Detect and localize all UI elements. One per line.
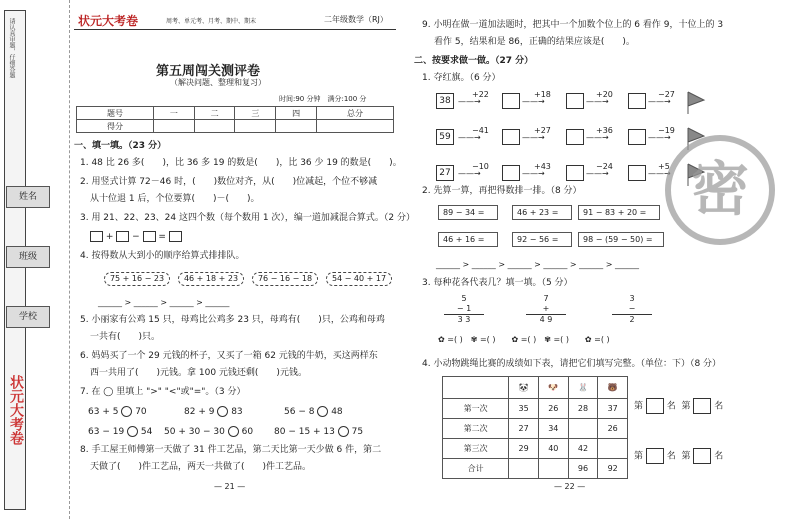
chain-op: +43: [534, 162, 551, 171]
th: 三: [235, 107, 276, 120]
flower-eq: 7 + 4 9: [526, 294, 566, 325]
chain-op: +27: [534, 126, 551, 135]
calc-box[interactable]: 46 + 16 =: [438, 232, 498, 247]
row-label: 合计: [443, 459, 509, 479]
chain-op: −41: [472, 126, 489, 135]
compare-circle[interactable]: [317, 406, 328, 417]
cmp-left: 80 − 15 + 13: [274, 427, 335, 437]
animal-icon: 🐰: [568, 377, 598, 399]
chain-start: 27: [436, 165, 454, 181]
compare-circle[interactable]: [217, 406, 228, 417]
score-cell[interactable]: [276, 120, 317, 133]
compare-circle[interactable]: [228, 426, 239, 437]
chain-blank[interactable]: [566, 93, 584, 109]
calc-box[interactable]: 98 − (59 − 50) =: [578, 232, 664, 247]
q6-line2: 西一共用了( )元钱。拿 100 元钱还剩( )元钱。: [90, 368, 307, 378]
compare-circle[interactable]: [127, 426, 138, 437]
cmp-left: 50 + 30 − 30: [164, 427, 225, 437]
score-cell[interactable]: [194, 120, 235, 133]
chain-blank[interactable]: [502, 165, 520, 181]
score-cell[interactable]: [235, 120, 276, 133]
row-label: 第二次: [443, 419, 509, 439]
chain-op: −27: [658, 90, 675, 99]
section-1-title: 一、填一填。（23 分）: [74, 141, 167, 151]
chain-blank[interactable]: [502, 93, 520, 109]
secret-seal-stamp: 密: [665, 135, 775, 245]
q7: 7. 在 ◯ 里填上 ">" "<"或"="。（3 分）: [80, 387, 246, 397]
th: 总分: [316, 107, 393, 120]
name-field[interactable]: 姓名: [6, 186, 50, 208]
chain-blank[interactable]: [502, 129, 520, 145]
chain-blank[interactable]: [566, 165, 584, 181]
q2-line2: 从十位退 1 后，个位要算( )－( )。: [90, 194, 260, 204]
chain-op: −10: [472, 162, 489, 171]
cmp-right: 60: [241, 427, 254, 437]
class-field[interactable]: 班级: [6, 246, 50, 268]
chain-row: 38 +22 ——→ +18 ——→ +20 ——→ −27 ——→: [428, 90, 688, 112]
chain-op: +22: [472, 90, 489, 99]
r2-order-blanks[interactable]: ______ > ______ > ______ > ______ > ______ > ______: [436, 260, 639, 269]
r4-title: 4. 小动物跳绳比赛的成绩如下表，请把它们填写完整。（单位：下）（8 分）: [422, 359, 722, 369]
blank-cell[interactable]: [598, 439, 628, 459]
blank-cell[interactable]: [509, 459, 539, 479]
row-label: 第三次: [443, 439, 509, 459]
rank-row-2: 第 名 第 名: [634, 448, 723, 464]
q5-line1: 5. 小丽家有公鸡 15 只，母鸡比公鸡多 23 只，母鸡有( )只，公鸡和母鸡: [80, 315, 385, 325]
answer-box[interactable]: [116, 231, 129, 242]
chain-op: +36: [596, 126, 613, 135]
chain-blank[interactable]: [628, 93, 646, 109]
chain-op: −19: [658, 126, 675, 135]
q9-line2: 看作 5，结果和是 86，正确的结果应该是( )。: [434, 37, 635, 47]
rank-box[interactable]: [646, 398, 664, 414]
chain-row: 27 −10 ——→ +43 ——→ −24 ——→ +5 ——→: [428, 162, 688, 184]
corner: [443, 377, 509, 399]
answer-box[interactable]: [143, 231, 156, 242]
score-cell[interactable]: [316, 120, 393, 133]
calc-box[interactable]: 46 + 23 =: [512, 205, 572, 220]
calc-box[interactable]: 91 − 83 + 20 =: [578, 205, 660, 220]
page-subtitle: （解决问题、整理和复习）: [170, 78, 266, 87]
right-page: [414, 10, 794, 510]
cmp-right: 70: [135, 407, 147, 417]
cmp-left: 56 − 8: [284, 407, 315, 417]
chain-op: +5: [658, 162, 670, 171]
blank-cell[interactable]: [568, 419, 598, 439]
flag-icon: [688, 92, 704, 114]
chain-blank[interactable]: [628, 129, 646, 145]
flower-answers[interactable]: ✿ =( ) ✾ =( ) ✿ =( ) ✾ =( ) ✿ =( ): [438, 335, 610, 344]
compare-circle[interactable]: [121, 406, 132, 417]
calc-box[interactable]: 89 − 34 =: [438, 205, 498, 220]
chain-start: 38: [436, 93, 454, 109]
q4-order-blanks[interactable]: ______ > ______ > ______ > ______: [98, 298, 230, 307]
expr-pill: 76 − 16 − 18: [252, 272, 318, 286]
q1: 1. 48 比 26 多( )，比 36 多 19 的数是( )，比 36 少 19 的数是( )。: [80, 158, 402, 168]
r3-title: 3. 每种花各代表几？填一填。（5 分）: [422, 278, 573, 288]
page-number-right: — 22 —: [554, 482, 586, 491]
expr-pill: 46 + 18 + 23: [178, 272, 244, 286]
th: 二: [194, 107, 235, 120]
chain-blank[interactable]: [628, 165, 646, 181]
cmp-left: 63 − 19: [88, 427, 125, 437]
q5-line2: 一共有( )只。: [90, 332, 161, 342]
chain-start: 59: [436, 129, 454, 145]
cmp-left: 63 + 5: [88, 407, 119, 417]
flower-eq: 3 − 2: [612, 294, 652, 325]
chain-blank[interactable]: [566, 129, 584, 145]
time-score: 时间:90 分钟 满分:100 分: [279, 95, 367, 103]
q6-line1: 6. 妈妈买了一个 29 元钱的杯子，又买了一箱 62 元钱的牛奶，买这两样东: [80, 351, 378, 361]
animal-icon: 🐶: [538, 377, 568, 399]
strip-side-text: 请认真审题，仔细答题: [8, 18, 15, 78]
rank-row-1: 第 名 第 名: [634, 398, 723, 414]
cmp-left: 82 + 9: [184, 407, 215, 417]
row-label: 第一次: [443, 399, 509, 419]
flower-eq: 5 − 1 3 3: [444, 294, 484, 325]
strip-logo: 状元大考卷: [8, 375, 24, 445]
cmp-right: 83: [231, 407, 243, 417]
chain-row: 59 −41 ——→ +27 ——→ +36 ——→ −19 ——→: [428, 126, 688, 148]
rank-box[interactable]: [693, 398, 711, 414]
q3-boxes: + − =: [90, 231, 182, 242]
flag-chains: [428, 90, 688, 190]
calc-box[interactable]: 92 − 56 =: [512, 232, 572, 247]
q4: 4. 按得数从大到小的顺序给算式排排队。: [80, 251, 245, 261]
page-number-left: — 21 —: [214, 482, 246, 491]
brand-logo: 状元大考卷: [78, 14, 139, 28]
chain-op: +18: [534, 90, 551, 99]
cmp-right: 75: [351, 427, 364, 437]
q8-line2: 天做了( )件工艺品，两天一共做了( )件工艺品。: [90, 462, 312, 472]
expr-pill: 75 + 16 − 23: [104, 272, 170, 286]
answer-box[interactable]: [90, 231, 103, 242]
score-row-label: 得分: [77, 120, 154, 133]
left-page: [74, 10, 416, 510]
th: 四: [276, 107, 317, 120]
animal-icon: 🐼: [509, 377, 539, 399]
q9-line1: 9. 小明在做一道加法题时，把其中一个加数个位上的 6 看作 9，十位上的 3: [422, 20, 724, 30]
score-table: [76, 106, 394, 133]
school-field[interactable]: 学校: [6, 306, 50, 328]
th: 题号: [77, 107, 154, 120]
blank-cell[interactable]: [538, 459, 568, 479]
grade-label: 二年级数学（RJ）: [324, 15, 388, 24]
r2-title: 2. 先算一算，再把得数排一排。（8 分）: [422, 186, 582, 196]
section-2-title: 二、按要求做一做。（27 分）: [414, 56, 534, 66]
header-rule: [74, 29, 396, 30]
rank-box[interactable]: [693, 448, 711, 464]
q8-line1: 8. 手工屋王师傅第一天做了 31 件工艺品，第二天比第一天少做 6 件，第二: [80, 445, 382, 455]
binding-strip: [0, 0, 70, 519]
cmp-right: 54: [140, 427, 153, 437]
r1-title: 1. 夺红旗。（6 分）: [422, 73, 501, 83]
answer-box[interactable]: [169, 231, 182, 242]
q3: 3. 用 21、22、23、24 这四个数（每个数用 1 次），编一道加减混合算式。（2 分）: [80, 213, 416, 223]
th: 一: [153, 107, 194, 120]
q2-line1: 2. 用竖式计算 72－46 时，( )数位对齐，从( )位减起，个位不够减: [80, 177, 378, 187]
flower-puzzles: [438, 294, 664, 354]
expr-pill: 54 − 40 + 17: [326, 272, 392, 286]
compare-circle[interactable]: [338, 426, 349, 437]
score-cell[interactable]: [153, 120, 194, 133]
cmp-right: 48: [331, 407, 343, 417]
jump-rope-table: 🐼 🐶 🐰 🐻 第一次 35 26 28 37 第二次 27 34 26 第三次 29 40 42 合计 96 92: [442, 376, 628, 479]
exam-tags: 周考、单元考、月考、期中、期末: [166, 18, 257, 25]
animal-icon: 🐻: [598, 377, 628, 399]
chain-op: −24: [596, 162, 613, 171]
page-title: 第五周闯关测评卷: [156, 64, 261, 79]
rank-box[interactable]: [646, 448, 664, 464]
chain-op: +20: [596, 90, 613, 99]
